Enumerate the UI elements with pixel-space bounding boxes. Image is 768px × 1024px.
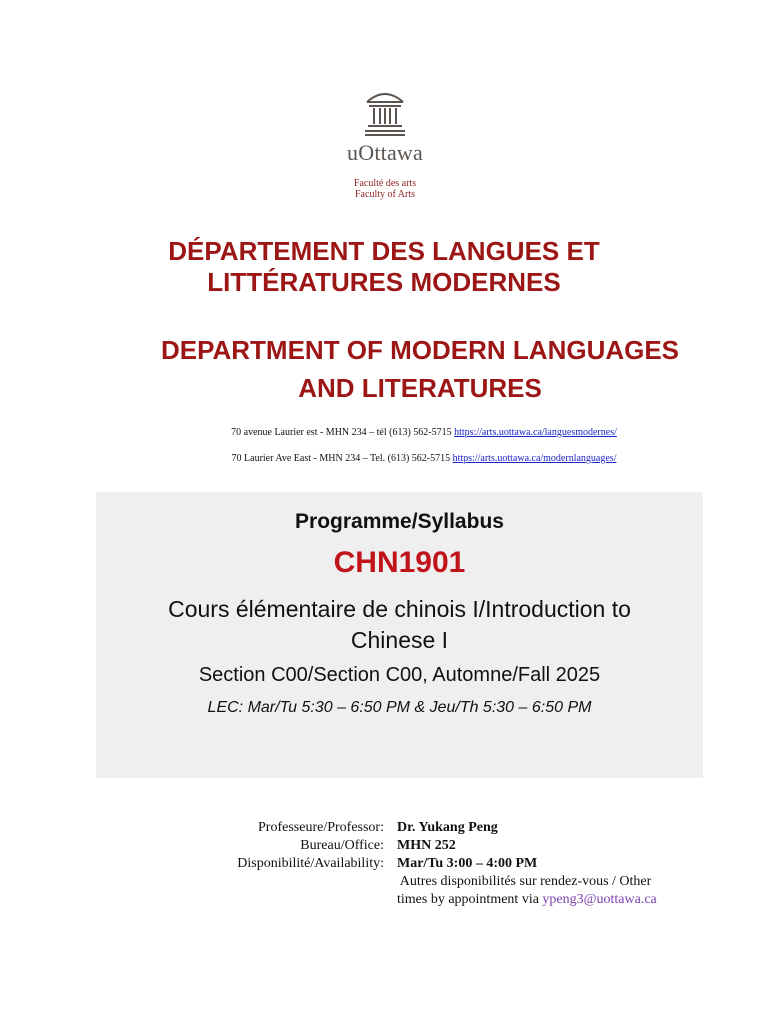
instructor-email[interactable]: ypeng3@uottawa.ca [542,892,657,907]
uottawa-logo [335,84,435,200]
course-name-line2: Chinese I [350,627,449,653]
logo-faculty [335,178,435,200]
professor-label: Professeure/Professor: [258,820,384,835]
address-fr [40,427,768,438]
instructor-info [0,819,768,907]
office-value: MHN 252 [397,838,456,853]
professor-row [0,819,768,837]
course-code: CHN1901 [333,546,466,579]
department-en-line2: AND LITERATURES [298,373,542,403]
availability-note-text: times by appointment via [397,892,543,907]
department-fr-line2: LITTÉRATURES MODERNES [207,267,561,297]
address-en-text: 70 Laurier Ave East - MHN 234 – Tel. (613) 562-5715 [231,453,453,464]
department-fr-line1: DÉPARTEMENT DES LANGUES ET [168,236,600,266]
department-title-en [36,331,768,407]
course-section: Section C00/Section C00, Automne/Fall 2025 [198,664,601,686]
faculty-fr: Faculté des arts [353,178,417,189]
syllabus-title: Programme/Syllabus [295,510,504,533]
course-name-line1: Cours élémentaire de chinois I/Introduction to [168,596,631,622]
address-en [40,453,768,464]
department-en-line1: DEPARTMENT OF MODERN LANGUAGES [160,335,680,365]
availability-value: Mar/Tu 3:00 – 4:00 PM [397,856,538,871]
office-label: Bureau/Office: [300,838,384,853]
address-fr-text: 70 avenue Laurier est - MHN 234 – tél (613) 562-5715 [231,427,455,438]
university-building-icon [361,84,409,138]
availability-note-line2 [397,891,687,909]
professor-value: Dr. Yukang Peng [397,820,498,835]
address-fr-link[interactable]: https://arts.uottawa.ca/languesmodernes/ [454,427,617,438]
availability-note [397,873,687,909]
address-en-link[interactable]: https://arts.uottawa.ca/modernlanguages/ [452,453,617,464]
faculty-en: Faculty of Arts [355,189,415,200]
availability-note-line1: Autres disponibilités sur rendez-vous / Other [397,874,652,889]
lecture-schedule: LEC: Mar/Tu 5:30 – 6:50 PM & Jeu/Th 5:30 – 6:50 PM [207,699,592,716]
availability-label: Disponibilité/Availability: [237,856,384,871]
course-name [96,594,703,656]
availability-row [0,855,768,873]
department-title-fr [0,236,768,298]
syllabus-panel [96,492,703,778]
logo-wordmark: uOttawa [347,140,423,165]
office-row [0,837,768,855]
